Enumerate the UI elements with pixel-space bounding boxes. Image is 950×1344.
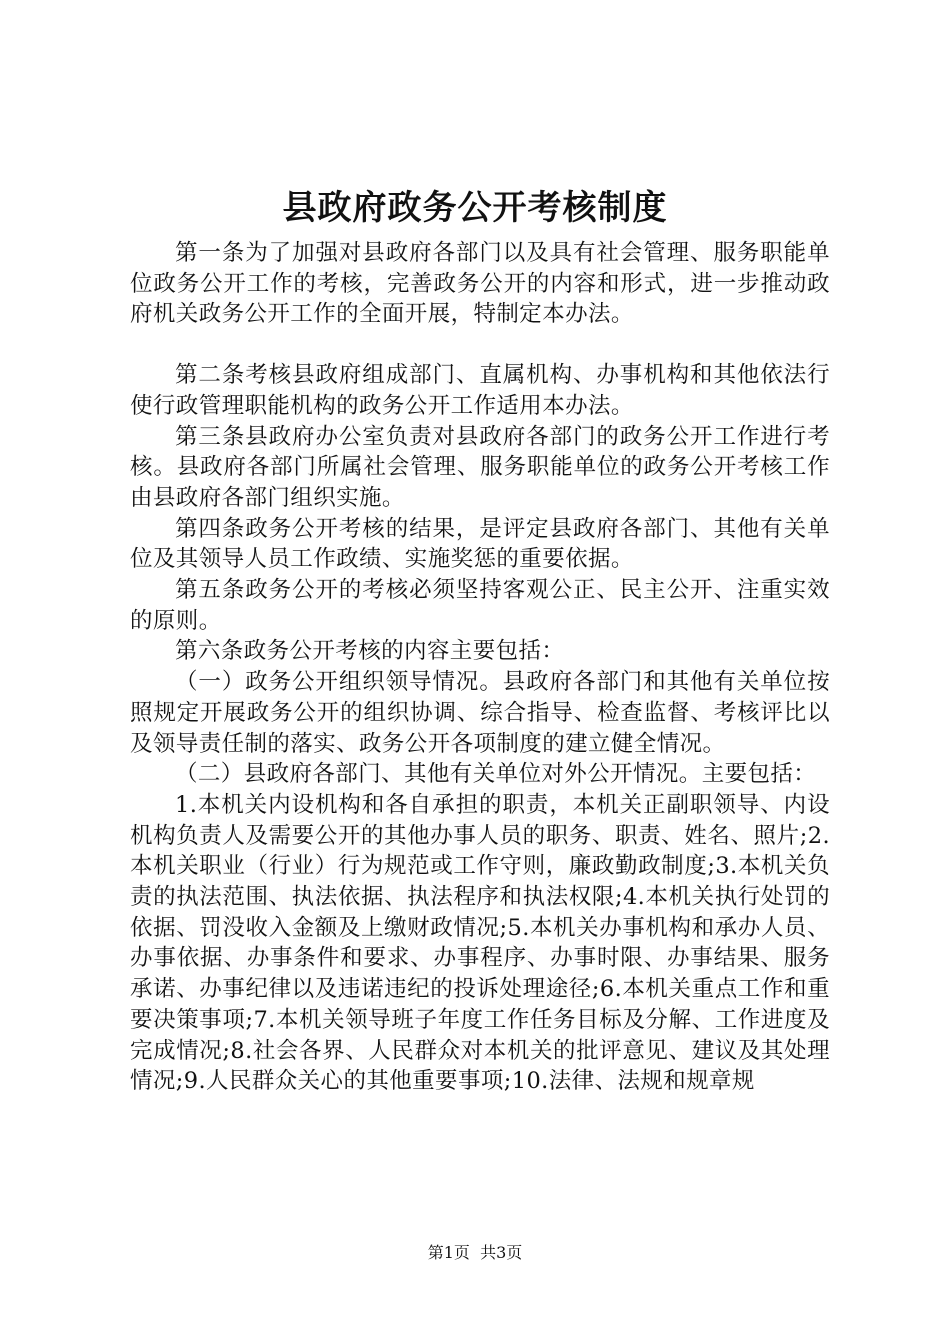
paragraph-article-2: 第二条考核县政府组成部门、直属机构、办事机构和其他依法行使行政管理职能机构的政务公开工作适用本办法。 bbox=[130, 362, 830, 419]
paragraph-article-3: 第三条县政府办公室负责对县政府各部门的政务公开工作进行考核。县政府各部门所属社会管理、服务职能单位的政务公开考核工作由县政府各部门组织实施。 bbox=[130, 423, 830, 511]
paragraph-article-1: 第一条为了加强对县政府各部门以及具有社会管理、服务职能单位政务公开工作的考核，完善政务公开的内容和形式，进一步推动政府机关政务公开工作的全面开展，特制定本办法。 bbox=[130, 240, 830, 328]
paragraph-item-2: （二）县政府各部门、其他有关单位对外公开情况。主要包括： bbox=[175, 761, 817, 788]
paragraph-article-6: 第六条政务公开考核的内容主要包括： bbox=[175, 638, 565, 665]
paragraph-item-2-list: 1.本机关内设机构和各自承担的职责，本机关正副职领导、内设机构负责人及需要公开的其他办事人员的职务、职责、姓名、照片;2.本机关职业（行业）行为规范或工作守则，廉政勤政制度;3.本机关负责的执法范围、执法依据、执法程序和执法权限;4.本机关执行处罚的依据、罚没收入金额及上缴财政情况;5.本机关办事机构和承办人员、办事依据、办事条件和要求、办事程序、办事时限、办事结果、服务承诺、办事纪律以及违诺违纪的投诉处理途径;6.本机关重点工作和重要决策事项;7.本机关领导班子年度工作任务目标及分解、工作进度及完成情况;8.社会各界、人民群众对本机关的批评意见、建议及其处理情况;9.人民群众关心的其他重要事项;10.法律、法规和规章规 bbox=[130, 791, 830, 1095]
paragraph-article-4: 第四条政务公开考核的结果，是评定县政府各部门、其他有关单位及其领导人员工作政绩、实施奖惩的重要依据。 bbox=[130, 515, 830, 573]
paragraph-item-1: （一）政务公开组织领导情况。县政府各部门和其他有关单位按照规定开展政务公开的组织协调、综合指导、检查监督、考核评比以及领导责任制的落实、政务公开各项制度的建立健全情况。 bbox=[130, 669, 830, 757]
page-total: 共3页 bbox=[480, 1243, 523, 1262]
page-footer bbox=[0, 1242, 950, 1264]
page-number: 第1页 bbox=[427, 1243, 470, 1262]
paragraph-article-5: 第五条政务公开的考核必须坚持客观公正、民主公开、注重实效的原则。 bbox=[130, 577, 830, 634]
document-body bbox=[130, 238, 830, 1097]
document-title: 县政府政务公开考核制度 bbox=[282, 188, 668, 228]
